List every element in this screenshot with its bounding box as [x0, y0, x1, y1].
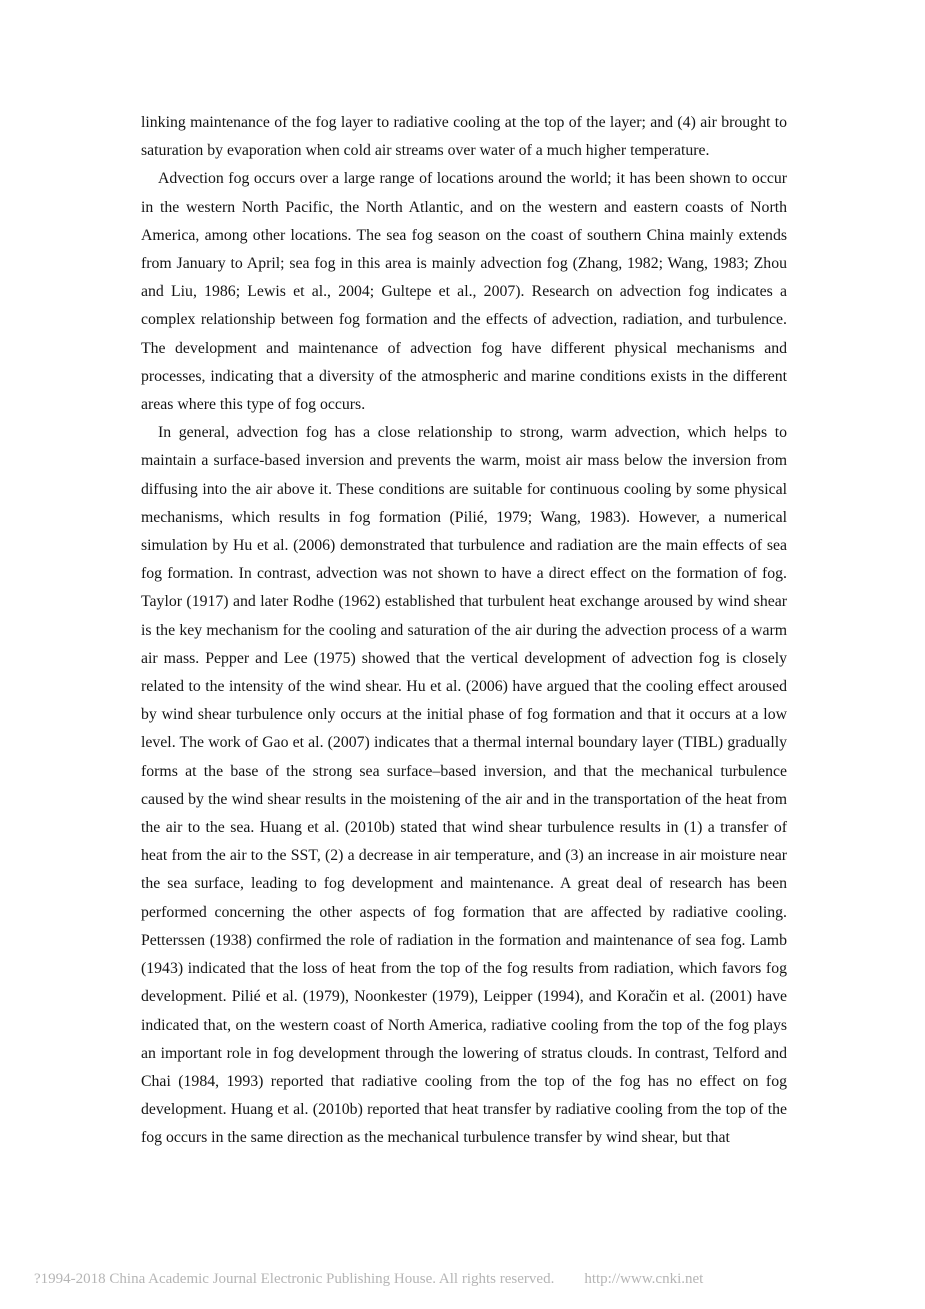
footer-url: http://www.cnki.net [584, 1271, 704, 1287]
text-column [141, 109, 787, 1153]
page-footer [34, 1271, 894, 1288]
paragraph: In general, advection fog has a close relationship to strong, warm advection, which helps to maintain a surface-based inversion and prevents the warm, moist air mass below the inversion from diffusing into the air above it. These conditions are suitable for continuous cooling by some physical mechanisms, which results in fog formation (Pilié, 1979; Wang, 1983). However, a numerical simulation by Hu et al. (2006) demonstrated that turbulence and radiation are the main effects of sea fog formation. In contrast, advection was not shown to have a direct effect on the formation of fog. Taylor (1917) and later Rodhe (1962) established that turbulent heat exchange aroused by wind shear is the key mechanism for the cooling and saturation of the air during the advection process of a warm air mass. Pepper and Lee (1975) showed that the vertical development of advection fog is closely related to the intensity of the wind shear. Hu et al. (2006) have argued that the cooling effect aroused by wind shear turbulence only occurs at the initial phase of fog formation and that it occurs at a low level. The work of Gao et al. (2007) indicates that a thermal internal boundary layer (TIBL) gradually forms at the base of the strong sea surface–based inversion, and that the mechanical turbulence caused by the wind shear results in the moistening of the air and in the transportation of the heat from the air to the sea. Huang et al. (2010b) stated that wind shear turbulence results in (1) a transfer of heat from the air to the SST, (2) a decrease in air temperature, and (3) an increase in air moisture near the sea surface, leading to fog development and maintenance. A great deal of research has been performed concerning the other aspects of fog formation that are affected by radiative cooling. Petterssen (1938) confirmed the role of radiation in the formation and maintenance of sea fog. Lamb (1943) indicated that the loss of heat from the top of the fog results from radiation, which favors fog development. Pilié et al. (1979), Noonkester (1979), Leipper (1994), and Koračin et al. (2001) have indicated that, on the western coast of North America, radiative cooling from the top of the fog plays an important role in fog development through the lowering of stratus clouds. In contrast, Telford and Chai (1984, 1993) reported that radiative cooling from the top of the fog has no effect on fog development. Huang et al. (2010b) reported that heat transfer by radiative cooling from the top of the fog occurs in the same direction as the mechanical turbulence transfer by wind shear, but that [141, 424, 787, 1147]
paragraph: linking maintenance of the fog layer to radiative cooling at the top of the layer; and (4) air brought to saturation by evaporation when cold air streams over water of a much higher temperature. [141, 114, 787, 160]
paragraph: Advection fog occurs over a large range of locations around the world; it has been shown to occur in the western North Pacific, the North Atlantic, and on the western and eastern coasts of North America, among other locations. The sea fog season on the coast of southern China mainly extends from January to April; sea fog in this area is mainly advection fog (Zhang, 1982; Wang, 1983; Zhou and Liu, 1986; Lewis et al., 2004; Gultepe et al., 2007). Research on advection fog indicates a complex relationship between fog formation and the effects of advection, radiation, and turbulence. The development and maintenance of advection fog have different physical mechanisms and processes, indicating that a diversity of the atmospheric and marine conditions exists in the different areas where this type of fog occurs. [141, 170, 787, 414]
footer-copyright-text: ?1994-2018 China Academic Journal Electronic Publishing House. All rights reserved. [34, 1271, 555, 1287]
